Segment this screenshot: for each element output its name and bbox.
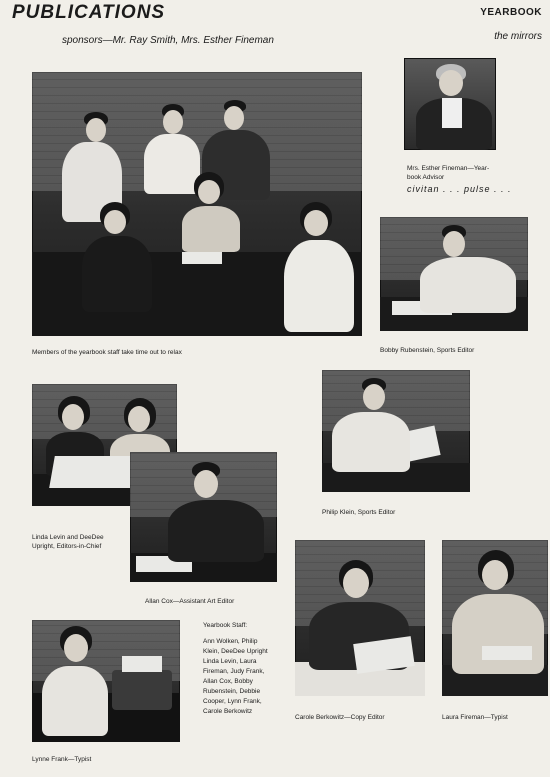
berkowitz-caption: Carole Berkowitz—Copy Editor bbox=[295, 714, 385, 721]
advisor-photo bbox=[404, 58, 496, 150]
klein-photo bbox=[322, 370, 470, 492]
rubenstein-photo bbox=[380, 217, 528, 331]
staff-list bbox=[203, 621, 268, 717]
group-photo bbox=[32, 72, 362, 336]
section-label: YEARBOOK bbox=[480, 7, 542, 18]
staff-line: Allan Cox, Bobby bbox=[203, 678, 253, 685]
staff-line: Rubenstein, Debbie bbox=[203, 688, 261, 695]
cox-photo bbox=[130, 452, 277, 582]
levin-upright-caption: Linda Levin and DeeDee Upright, Editors-in-Chief bbox=[32, 534, 104, 550]
staff-line: Carole Berkowitz bbox=[203, 708, 253, 715]
advisor-caption: Mrs. Esther Fineman—Year- book Advisor bbox=[407, 165, 490, 181]
group-photo-caption: Members of the yearbook staff take time out to relax bbox=[32, 349, 182, 356]
frank-photo bbox=[32, 620, 180, 742]
staff-heading: Yearbook Staff: bbox=[203, 622, 248, 629]
staff-line: Klein, DeeDee Upright bbox=[203, 648, 268, 655]
rubenstein-caption: Bobby Rubenstein, Sports Editor bbox=[380, 347, 475, 354]
sponsors-line: sponsors—Mr. Ray Smith, Mrs. Esther Fineman bbox=[62, 35, 274, 46]
subsection-label: the mirrors bbox=[494, 31, 542, 42]
fireman-caption: Laura Fireman—Typist bbox=[442, 714, 508, 721]
frank-caption: Lynne Frank—Typist bbox=[32, 756, 92, 763]
advisor-tagline: civitan . . . pulse . . . bbox=[407, 184, 512, 194]
fireman-photo bbox=[442, 540, 548, 696]
staff-line: Ann Wolken, Philip bbox=[203, 638, 258, 645]
staff-line: Cooper, Lynn Frank, bbox=[203, 698, 262, 705]
klein-caption: Philip Klein, Sports Editor bbox=[322, 509, 396, 516]
staff-line: Linda Levin, Laura bbox=[203, 658, 257, 665]
cox-caption: Allan Cox—Assistant Art Editor bbox=[145, 598, 235, 605]
berkowitz-photo bbox=[295, 540, 425, 696]
page-title: PUBLICATIONS bbox=[12, 2, 166, 23]
staff-line: Fireman, Judy Frank, bbox=[203, 668, 265, 675]
